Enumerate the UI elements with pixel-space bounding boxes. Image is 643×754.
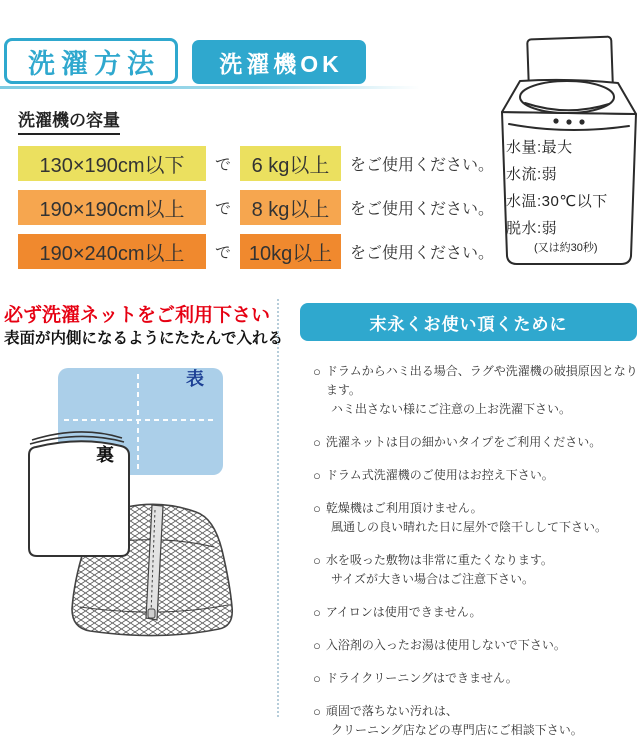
tip-text: 入浴剤の入ったお湯は使用しないで下さい。 <box>325 638 566 652</box>
spec-water-amount: 水量:最大 <box>506 139 573 156</box>
list-item <box>313 499 638 537</box>
page-title: 洗濯方法 <box>4 38 178 84</box>
spec-water-flow: 水流:弱 <box>506 166 558 183</box>
tip-text: 風通しの良い晴れた日に屋外で陰干しして下さい。 <box>331 520 608 534</box>
tip-text: アイロンは使用できません。 <box>325 605 482 619</box>
care-section-heading: 末永くお使い頂くために <box>300 303 637 341</box>
rug-folding-illustration <box>0 350 280 650</box>
connector-text: で <box>215 245 232 262</box>
front-side-label: 表 <box>186 369 204 389</box>
circle-bullet-icon: ○ <box>313 553 321 568</box>
list-item <box>313 466 638 485</box>
tip-text: 乾燥機はご利用頂けません。 <box>325 501 483 515</box>
tip-text: ハミ出さない様にご注意の上お洗濯下さい。 <box>331 402 572 416</box>
weight-cell: 8 kg以上 <box>240 190 341 225</box>
circle-bullet-icon: ○ <box>313 468 321 483</box>
section-divider <box>277 299 279 717</box>
spec-spin-note: (又は約30秒) <box>534 242 598 254</box>
circle-bullet-icon: ○ <box>313 501 321 516</box>
list-item <box>313 551 638 589</box>
circle-bullet-icon: ○ <box>313 435 321 450</box>
circle-bullet-icon: ○ <box>313 704 321 719</box>
spec-spin: 脱水:弱 <box>506 220 558 237</box>
back-side-label: 裏 <box>96 445 114 465</box>
net-fold-instruction: 表面が内側になるようにたたんで入れる <box>4 330 284 347</box>
capacity-heading: 洗濯機の容量 <box>18 106 120 135</box>
tip-text: 頑固で落ちない汚れは、 <box>325 704 458 718</box>
connector-text: で <box>215 201 232 218</box>
tip-text: クリーニング店などの専門店にご相談下さい。 <box>331 723 583 737</box>
capacity-row <box>18 234 494 269</box>
tip-text: 洗濯ネットは目の細かいタイプをご利用ください。 <box>325 435 602 449</box>
size-cell: 190×190cm以上 <box>18 190 206 225</box>
suffix-text: をご使用ください。 <box>350 245 495 262</box>
suffix-text: をご使用ください。 <box>350 157 495 174</box>
tip-text: サイズが大きい場合はご注意下さい。 <box>331 572 535 586</box>
circle-bullet-icon: ○ <box>313 605 321 620</box>
tip-text: 水を吸った敷物は非常に重たくなります。 <box>325 553 553 567</box>
size-cell: 130×190cm以下 <box>18 146 206 181</box>
tip-text: ドラムからハミ出る場合、ラグや洗濯機の破損原因となります。 <box>325 364 638 397</box>
tip-text: ドラム式洗濯機のご使用はお控え下さい。 <box>325 468 554 482</box>
capacity-row <box>18 146 494 181</box>
machine-settings <box>506 134 636 255</box>
size-cell: 190×240cm以上 <box>18 234 206 269</box>
header-divider <box>0 86 420 89</box>
capacity-row <box>18 190 494 225</box>
suffix-text: をご使用ください。 <box>350 201 495 218</box>
list-item <box>313 362 638 419</box>
machine-washable-badge: 洗濯機OK <box>192 40 366 84</box>
list-item <box>313 636 638 655</box>
weight-cell: 6 kg以上 <box>240 146 341 181</box>
connector-text: で <box>215 157 232 174</box>
list-item <box>313 669 638 688</box>
net-warning-heading: 必ず洗濯ネットをご利用下さい <box>4 305 271 326</box>
circle-bullet-icon: ○ <box>313 671 321 686</box>
list-item <box>313 702 638 740</box>
circle-bullet-icon: ○ <box>313 638 321 653</box>
capacity-table <box>18 146 494 278</box>
circle-bullet-icon: ○ <box>313 364 321 379</box>
list-item <box>313 433 638 452</box>
list-item <box>313 603 638 622</box>
tip-text: ドライクリーニングはできません。 <box>325 671 518 685</box>
care-tips-list <box>313 362 638 754</box>
spec-water-temp: 水温:30℃以下 <box>506 193 608 210</box>
weight-cell: 10kg以上 <box>240 234 341 269</box>
